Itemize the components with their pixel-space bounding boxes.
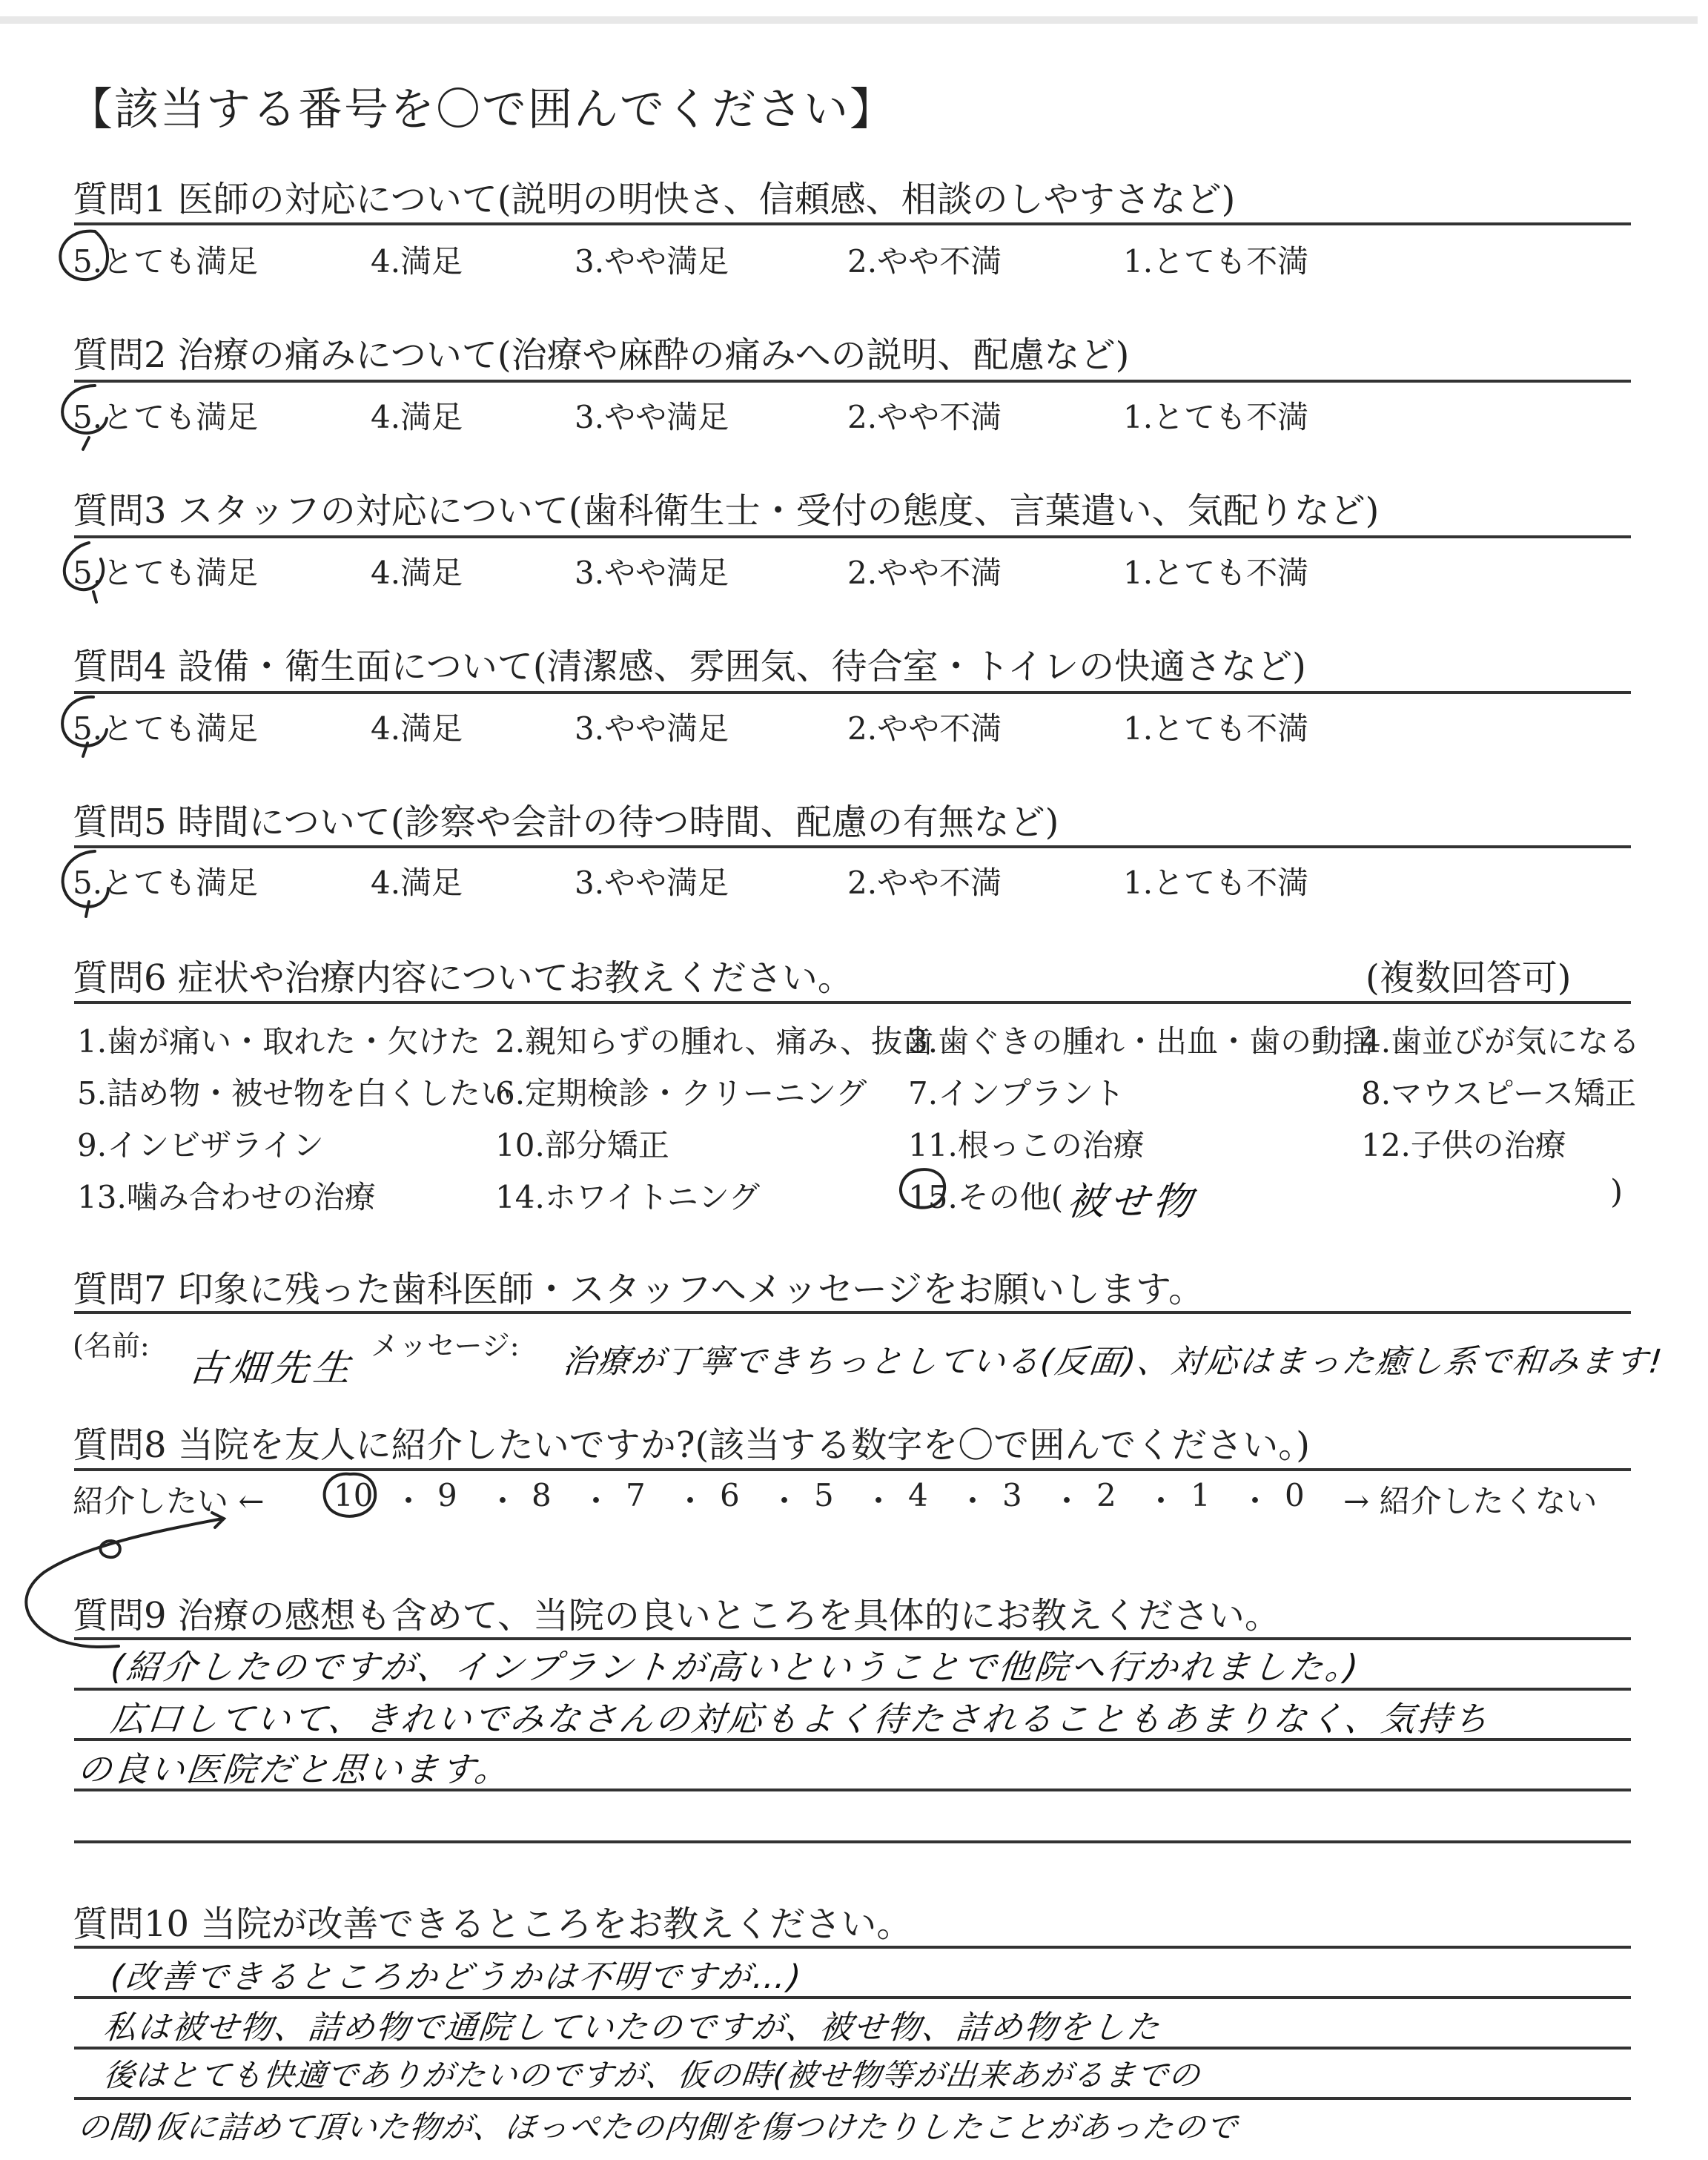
option-4[interactable]: 4.満足 — [371, 710, 463, 747]
scale-dot: ・ — [769, 1483, 801, 1519]
name-label: (名前: — [73, 1330, 150, 1362]
handwritten-line-1: (紹介したのですが、インプラントが高いということで他院へ行かれました。) — [108, 1647, 1363, 1687]
scale-3[interactable]: 3 — [1002, 1477, 1022, 1513]
option-1[interactable]: 1.とても不満 — [1123, 555, 1309, 591]
scale-dot: ・ — [393, 1483, 425, 1519]
symptom-option-3[interactable]: 3.歯ぐきの腫れ・出血・歯の動揺 — [908, 1023, 1374, 1060]
option-4[interactable]: 4.満足 — [371, 399, 463, 435]
q3-selection-circle — [64, 543, 103, 602]
symptom-option-14[interactable]: 14.ホワイトニング — [495, 1179, 761, 1215]
option-4[interactable]: 4.満足 — [371, 865, 463, 901]
symptom-option-2[interactable]: 2.親知らずの腫れ、痛み、抜歯 — [495, 1023, 934, 1060]
option-1[interactable]: 1.とても不満 — [1123, 243, 1309, 280]
symptom-option-9[interactable]: 9.インビザライン — [77, 1127, 324, 1163]
scale-8[interactable]: 8 — [532, 1477, 552, 1513]
handwritten-line-3: 後はとても快適でありがたいのですが、仮の時(被せ物等が出来あがるまでの — [102, 2057, 1202, 2093]
handwritten-line-2: 広口していて、きれいでみなさんの対応もよく待たされることもあまりなく、気持ち — [108, 1699, 1492, 1739]
question-title: 質問9 治療の感想も含めて、当院の良いところを具体的にお教えください。 — [73, 1595, 1280, 1636]
other-close-bracket: ) — [1610, 1173, 1623, 1211]
scale-dot: ・ — [487, 1483, 519, 1519]
other-handwritten-answer: 被せ物 — [1065, 1180, 1199, 1224]
symptom-option-5[interactable]: 5.詰め物・被せ物を白くしたい — [77, 1075, 512, 1112]
question-title: 質問3 スタッフの対応について(歯科衛生士・受付の態度、言葉遣い、気配りなど) — [73, 490, 1380, 532]
option-2[interactable]: 2.やや不満 — [847, 865, 1002, 901]
symptom-option-1[interactable]: 1.歯が痛い・取れた・欠けた — [77, 1023, 481, 1060]
question-title: 質問7 印象に残った歯科医師・スタッフへメッセージをお願いします。 — [73, 1269, 1205, 1310]
scale-dot: ・ — [1239, 1483, 1271, 1519]
q8-to-q9-arrow — [26, 1519, 222, 1647]
scale-6[interactable]: 6 — [720, 1477, 740, 1513]
option-5[interactable]: 5.とても満足 — [73, 710, 259, 747]
q6-selection-circle — [901, 1169, 944, 1207]
q1-selection-circle — [60, 231, 107, 280]
multiple-answer-note: (複数回答可) — [1366, 957, 1572, 999]
symptom-option-7[interactable]: 7.インプラント — [908, 1075, 1125, 1112]
name-handwritten: 古畑先生 — [186, 1347, 357, 1390]
scale-7[interactable]: 7 — [626, 1477, 646, 1513]
message-handwritten: 治療が丁寧できちっとしている(反面)、対応はまった癒し系で和みます! — [560, 1343, 1666, 1381]
question-title: 質問4 設備・衛生面について(清潔感、雰囲気、待合室・トイレの快適さなど) — [73, 646, 1306, 687]
recommend-label: 紹介したい ← — [73, 1483, 265, 1519]
question-title: 質問10 当院が改善できるところをお教えください。 — [73, 1903, 913, 1945]
option-3[interactable]: 3.やや満足 — [575, 243, 729, 280]
scale-dot: ・ — [957, 1483, 989, 1519]
symptom-option-10[interactable]: 10.部分矯正 — [495, 1127, 669, 1163]
question-title: 質問2 治療の痛みについて(治療や麻酔の痛みへの説明、配慮など) — [73, 334, 1130, 376]
scale-dot: ・ — [1051, 1483, 1083, 1519]
message-label: メッセージ: — [371, 1330, 520, 1362]
option-5[interactable]: 5.とても満足 — [73, 865, 259, 901]
option-1[interactable]: 1.とても不満 — [1123, 865, 1309, 901]
scale-dot: ・ — [580, 1483, 612, 1519]
scale-9[interactable]: 9 — [437, 1477, 457, 1513]
handwritten-line-1: (改善できるところかどうかは不明ですが…) — [108, 1958, 805, 1996]
scale-5[interactable]: 5 — [814, 1477, 834, 1513]
option-1[interactable]: 1.とても不満 — [1123, 399, 1309, 435]
scale-2[interactable]: 2 — [1096, 1477, 1116, 1513]
symptom-option-13[interactable]: 13.噛み合わせの治療 — [77, 1179, 376, 1215]
scale-1[interactable]: 1 — [1191, 1477, 1211, 1513]
q2-selection-circle — [62, 386, 107, 449]
symptom-option-12[interactable]: 12.子供の治療 — [1361, 1127, 1566, 1163]
scale-0[interactable]: 0 — [1285, 1477, 1305, 1513]
question-title: 質問5 時間について(診察や会計の待つ時間、配慮の有無など) — [73, 802, 1059, 843]
question-title: 質問8 当院を友人に紹介したいですか?(該当する数字を〇で囲んでください。) — [73, 1424, 1310, 1466]
scale-dot: ・ — [675, 1483, 706, 1519]
symptom-option-11[interactable]: 11.根っこの治療 — [908, 1127, 1145, 1163]
scale-4[interactable]: 4 — [908, 1477, 928, 1513]
symptom-option-6[interactable]: 6.定期検診・クリーニング — [495, 1075, 867, 1112]
option-3[interactable]: 3.やや満足 — [575, 865, 729, 901]
q4-selection-circle — [62, 697, 107, 756]
option-5[interactable]: 5.とても満足 — [73, 555, 259, 591]
symptom-option-15-other[interactable]: 15.その他( — [908, 1179, 1064, 1215]
option-3[interactable]: 3.やや満足 — [575, 399, 729, 435]
not-recommend-label: → 紹介したくない — [1343, 1483, 1598, 1519]
handwritten-line-4: の間)仮に詰めて頂いた物が、ほっぺたの内側を傷つけたりしたことがあったので — [76, 2109, 1240, 2145]
q8-selection-circle — [325, 1474, 376, 1516]
question-title: 質問1 医師の対応について(説明の明快さ、信頼感、相談のしやすさなど) — [73, 179, 1236, 220]
q5-selection-circle — [63, 851, 108, 916]
option-5[interactable]: 5.とても満足 — [73, 399, 259, 435]
scale-dot: ・ — [1145, 1483, 1177, 1519]
instruction-heading: 【該当する番号を〇で囲んでください】 — [68, 84, 896, 136]
handwritten-line-2: 私は被せ物、詰め物で通院していたのですが、被せ物、詰め物をした — [101, 2009, 1163, 2047]
option-5[interactable]: 5.とても満足 — [73, 243, 259, 280]
option-2[interactable]: 2.やや不満 — [847, 243, 1002, 280]
question-title: 質問6 症状や治療内容についてお教えください。 — [73, 957, 853, 999]
option-3[interactable]: 3.やや満足 — [575, 710, 729, 747]
option-4[interactable]: 4.満足 — [371, 555, 463, 591]
option-2[interactable]: 2.やや不満 — [847, 555, 1002, 591]
handwritten-line-3: の良い医院だと思います。 — [75, 1749, 513, 1789]
scale-10[interactable]: 10 — [334, 1477, 374, 1513]
symptom-option-8[interactable]: 8.マウスピース矯正 — [1361, 1075, 1637, 1112]
option-2[interactable]: 2.やや不満 — [847, 710, 1002, 747]
symptom-option-4[interactable]: 4.歯並びが気になる — [1361, 1023, 1641, 1060]
scale-dot: ・ — [863, 1483, 895, 1519]
option-4[interactable]: 4.満足 — [371, 243, 463, 280]
option-2[interactable]: 2.やや不満 — [847, 399, 1002, 435]
option-1[interactable]: 1.とても不満 — [1123, 710, 1309, 747]
option-3[interactable]: 3.やや満足 — [575, 555, 729, 591]
